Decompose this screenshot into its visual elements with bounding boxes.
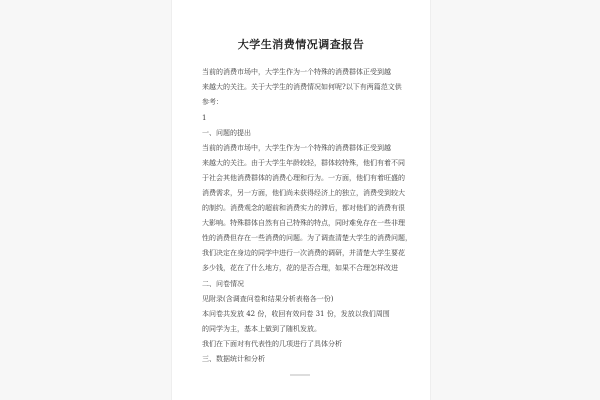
section-heading: 三、数据统计和分析 [202,355,265,363]
paragraph-line: 参考： [202,98,223,106]
page-footer-mark [290,374,310,376]
paragraph-line: 见附录(含调查问卷和结果分析表格各一份) [202,295,334,303]
paragraph-line: 消费需求，另一方面，他们尚未获得经济上的独立，消费受到较大 [202,189,405,197]
paragraph-line: 的同学为主，基本上做到了随机发放。 [202,325,321,333]
paragraph-line: 大影响。特殊群体自然有自己特殊的特点，同时难免存在一些非理 [202,219,405,227]
section-heading: 一、问题的提出 [202,129,251,137]
paragraph-line: 1 [202,114,207,122]
paragraph-line: 性的消费但存在一些消费的问题。为了调查清楚大学生的消费问题， [202,234,412,242]
document-page [172,0,430,400]
paragraph-line: 本问卷共发放 42 份，收回有效问卷 31 份，发放以我们周围 [202,310,390,318]
paragraph-line: 来越大的关注。由于大学生年龄较轻，群体较特殊，他们有着不同 [202,159,405,167]
paragraph-line: 的制约。消费观念的超前和消费实力的滞后，都对他们的消费有很 [202,204,405,212]
paragraph-line: 来越大的关注。关于大学生的消费情况如何呢?以下有两篇范文供 [202,83,402,91]
paragraph-line: 我们决定在身边的同学中进行一次消费的调研，并清楚大学生要花 [202,249,405,257]
paragraph-line: 于社会其他消费群体的消费心理和行为。一方面，他们有着旺盛的 [202,174,405,182]
paragraph-line: 多少钱，花在了什么地方，花的是否合理，如果不合理怎样改进 [202,264,398,272]
paragraph-line: 我们在下面对有代表性的几项进行了具体分析 [202,340,342,348]
paragraph-line: 当前的消费市场中，大学生作为一个特殊的消费群体正受到越 [202,68,391,76]
paragraph-line: 当前的消费市场中，大学生作为一个特殊的消费群体正受到越 [202,144,391,152]
section-heading: 二、问卷情况 [202,280,244,288]
document-title: 大学生消费情况调查报告 [237,38,365,51]
